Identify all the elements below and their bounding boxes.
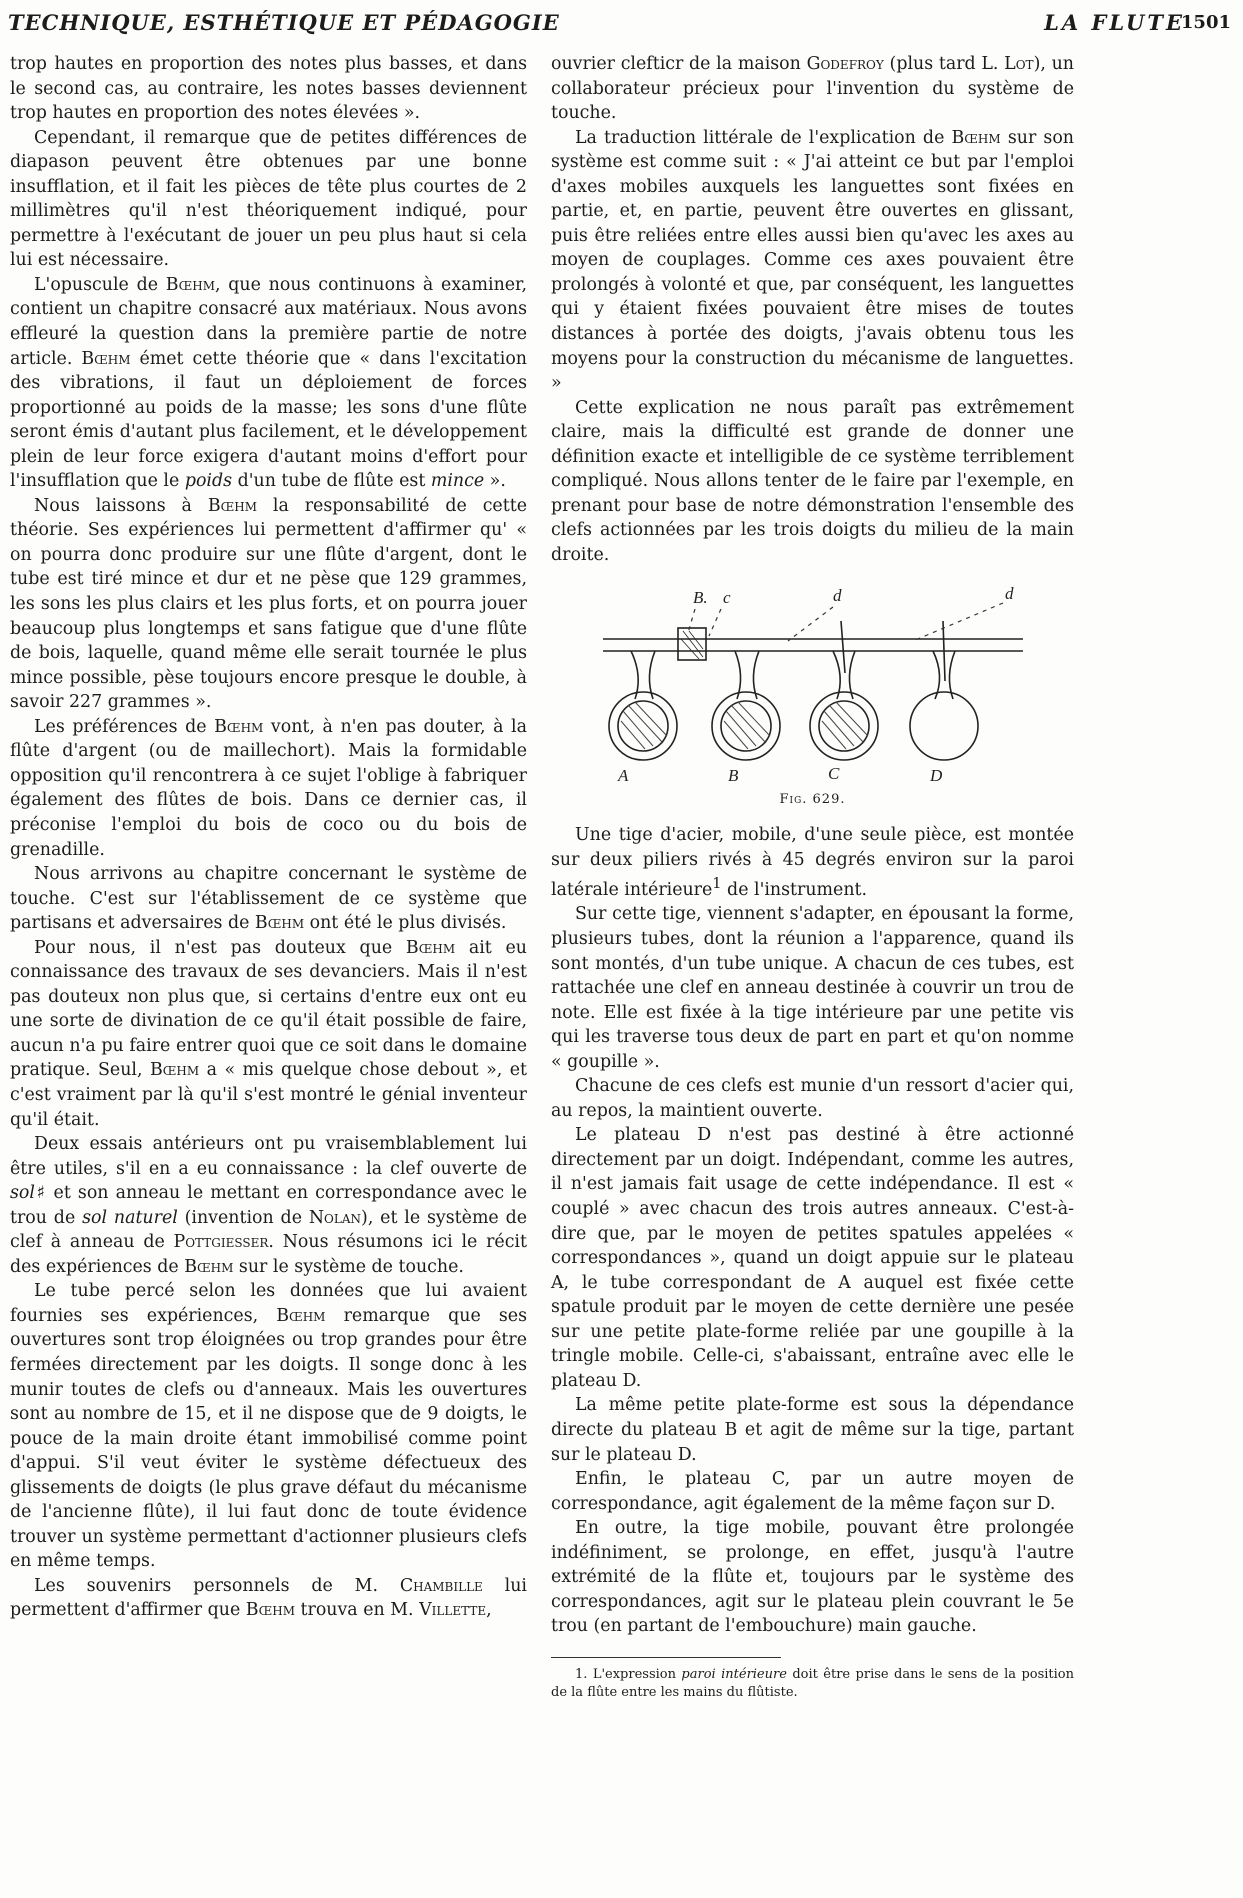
fig-label-d: D (929, 766, 942, 786)
running-header (8, 10, 1231, 40)
plate-a (609, 692, 677, 760)
paragraph: Cependant, il remarque que de petites différences de diapason peuvent être obtenues par une bonne insufflation, et il fait les pièces de tête plus courtes de 2 millimètres qu'il n'est théoriquement indiqué, pour permettre à l'exécutant de jouer un peu plus haut si cela lui est nécessaire. (10, 127, 527, 271)
key-arm (753, 651, 759, 699)
header-left-title: TECHNIQUE, ESTHÉTIQUE ET PÉDAGOGIE (8, 10, 560, 35)
key-arm (649, 651, 655, 699)
fig-label-a: A (617, 766, 628, 786)
fig-label-c-top: c (722, 588, 731, 608)
fig-label-c: C (827, 764, 839, 784)
footnote: 1. L'expression paroi intérieure doit être prise dans le sens de la position de la flûte entre les mains du flûtiste. (551, 1666, 1074, 1700)
paragraph: Une tige d'acier, mobile, d'une seule pièce, est montée sur deux piliers rivés à 45 degrés environ sur la paroi latérale intérieure$^1$ de l'instrument. (551, 825, 1074, 900)
paragraph: Nous laissons à Bœhm la responsabilité de cette théorie. Ses expériences lui permettent d'affirmer qu' « on pourra donc produire sur une flûte d'argent, dont le tube est tiré mince et dur et ne pèse que 129 grammes, les sons les plus clairs et les plus forts, et on pourra jouer beaucoup plus longtemps et sans fatigue que d'une flûte de bois, laquelle, quand même elle serait tournée le plus mince possible, pèse toujours encore presque le double, à savoir 227 grammes ». (10, 495, 527, 713)
plate-c (810, 692, 878, 760)
right-column (551, 52, 1074, 1702)
fig-label-d-top: d (832, 586, 841, 606)
paragraph: Sur cette tige, viennent s'adapter, en épousant la forme, plusieurs tubes, dont la réunion a l'apparence, quand ils sont montés, d'un tube unique. A chacun de ces tubes, est rattachée une clef en anneau destinée à couvrir un trou de note. Elle est fixée à la tige intérieure par une petite vis qui les traverse tous deux de part en part et qu'on nomme « goupille ». (551, 904, 1074, 1072)
fig-label-b: B (727, 766, 738, 786)
header-right-title: LA FLUTE (1044, 10, 1185, 35)
paragraph: En outre, la tige mobile, pouvant être prolongée indéfiniment, se prolonge, en effet, jusqu'à l'autre extrémité de la flûte et, toujours par le système des correspondances, agit sur le plateau plein couvrant le 5e trou (en partant de l'embouchure) main gauche. (551, 1518, 1074, 1637)
fig-label-d-top-2: d (1004, 584, 1013, 604)
footnote-divider (551, 1657, 781, 1658)
key-mechanism-diagram (583, 581, 1043, 786)
paragraph: Enfin, le plateau C, par un autre moyen de correspondance, agit également de la même façon sur D. (551, 1469, 1074, 1514)
plate-d (910, 692, 978, 760)
paragraph: L'opuscule de Bœhm, que nous continuons à examiner, contient un chapitre consacré aux matériaux. Nous avons effleuré la question dans la première partie de notre article. Bœhm émet cette théorie que « dans l'excitation des vibrations, il faut un déploiement de forces proportionné au poids de la masse; les sons d'une flûte seront émis d'autant plus facilement, et le développement plein de leur force exigera d'autant moins d'effort pour l'insufflation que le poids d'un tube de flûte est mince ». (10, 274, 527, 492)
paragraph: Pour nous, il n'est pas douteux que Bœhm ait eu connaissance des travaux de ses devanciers. Mais il n'est pas douteux non plus que, si certains d'entre eux ont eu une sorte de divination de ce qu'il était possible de faire, aucun n'a pu faire entrer quoi que ce soit dans le domaine pratique. Seul, Bœhm a « mis quelque chose debout », et c'est vraiment par là qu'il s'est montré le génial inventeur qu'il était. (10, 937, 527, 1130)
fig-label-b-top: B. (692, 588, 708, 608)
spring (841, 621, 845, 673)
paragraph: La traduction littérale de l'explication de Bœhm sur son système est comme suit : « J'ai atteint ce but par l'emploi d'axes mobiles auxquels les languettes sont fixées en partie, et, en partie, peuvent être ouvertes en glissant, puis être reliées entre elles aussi bien qu'avec les axes au moyen de couplages. Comme ces axes pouvaient être prolongés à volonté et que, par conséquent, les languettes qui y étaient fixées pouvaient être mises de toutes distances à portée des doigts, j'avais obtenu tous les moyens pour la construction du mécanisme de languettes. » (551, 127, 1074, 394)
paragraph: Les souvenirs personnels de M. Chambille lui permettent d'affirmer que Bœhm trouva en M. Villette, (10, 1575, 527, 1621)
paragraph: ouvrier clefticr de la maison Godefroy (plus tard L. Lot), un collaborateur précieux pour l'invention du système de touche. (551, 54, 1074, 124)
plate-b (712, 692, 780, 760)
paragraph: Le plateau D n'est pas destiné à être actionné directement par un doigt. Indépendant, comme les autres, il n'est jamais fait usage de cette indépendance. Il est « couplé » avec chacun des trois autres anneaux. C'est-à-dire que, par le moyen de petites spatules appelées « correspondances », quand un doigt appuie sur le plateau A, le tube correspondant de A auquel est fixée cette spatule produit par le moyen de cette dernière une pesée sur une petite plate-forme reliée par une goupille à la tringle mobile. Celle-ci, s'abaissant, entraîne avec elle le plateau D. (551, 1125, 1074, 1391)
paragraph: trop hautes en proportion des notes plus basses, et dans le second cas, au contraire, les notes basses deviennent trop hautes en proportion des notes élevées ». (10, 54, 527, 124)
paragraph: Le tube percé selon les données que lui avaient fournies ses expériences, Bœhm remarque que ses ouvertures sont trop éloignées ou trop grandes pour être fermées directement par les doigts. Il songe donc à les munir toutes de clefs ou d'anneaux. Mais les ouvertures sont au nombre de 15, et il ne dispose que de 9 doigts, le pouce de la main droite étant immobilisé comme point d'appui. S'il veut éviter le système défectueux des glissements de doigts (le plus grave défaut du mécanisme de l'ancienne flûte), il lui faut donc de toute évidence trouver un système permettant d'actionner plusieurs clefs en même temps. (10, 1281, 527, 1572)
figure-caption: Fig. 629. (779, 792, 846, 808)
paragraph: Deux essais antérieurs ont pu vraisemblablement lui être utiles, s'il en a eu connaissance : la clef ouverte de sol♯ et son anneau le mettant en correspondance avec le trou de sol naturel (invention de Nolan), et le système de clef à anneau de Pottgiesser. Nous résumons ici le récit des expériences de Bœhm sur le système de touche. (10, 1134, 527, 1277)
paragraph: Les préférences de Bœhm vont, à n'en pas douter, à la flûte d'argent (ou de maillechort). Mais la formidable opposition qu'il rencontrera à ce sujet l'oblige à fabriquer également des flûtes de bois. Dans ce dernier cas, il préconise l'emploi du bois de coco ou du bois de grenadille. (10, 716, 527, 860)
paragraph: La même petite plate-forme est sous la dépendance directe du plateau B et agit de même sur la tige, partant sur le plateau D. (551, 1395, 1074, 1465)
spring (943, 621, 945, 681)
figure-629 (551, 581, 1074, 813)
page-number: 1501 (1180, 12, 1231, 33)
paragraph: Cette explication ne nous paraît pas extrêmement claire, mais la difficulté est grande de donner une définition exacte et intelligible de ce système terriblement compliqué. Nous allons tenter de le faire par l'exemple, en prenant pour base de notre démonstration l'ensemble des clefs actionnées par les trois doigts du milieu de la main droite. (551, 397, 1074, 565)
left-column (10, 52, 527, 1623)
paragraph: Nous arrivons au chapitre concernant le système de touche. C'est sur l'établissement de ce système que partisans et adversaires de Bœhm ont été le plus divisés. (10, 864, 527, 934)
paragraph: Chacune de ces clefs est munie d'un ressort d'acier qui, au repos, la maintient ouverte. (551, 1076, 1074, 1121)
